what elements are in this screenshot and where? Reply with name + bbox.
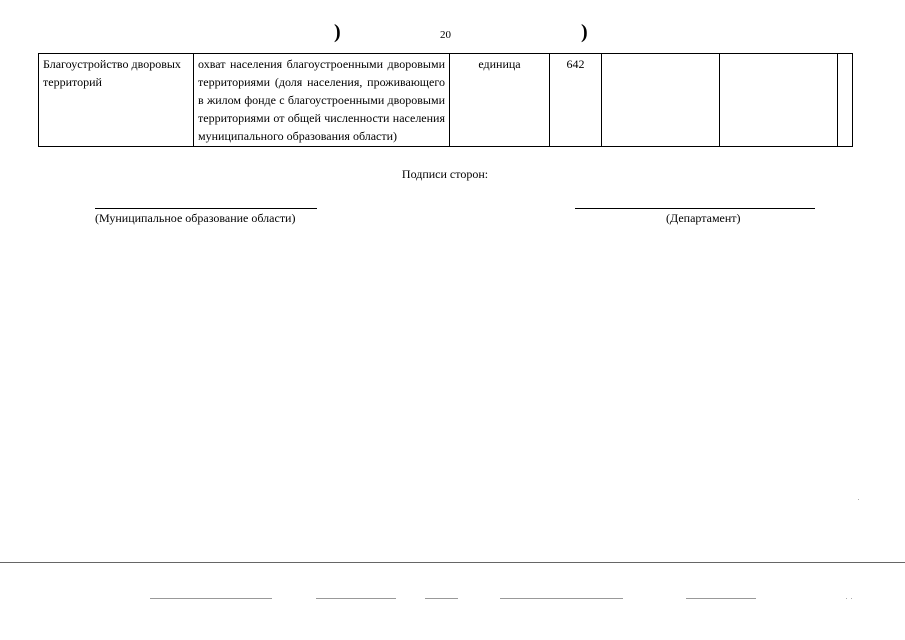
signatures-title: Подписи сторон: bbox=[401, 167, 489, 181]
code-cell: 642 bbox=[550, 54, 602, 147]
indicator-name-cell: Благоустройство дворовых территорий bbox=[39, 54, 194, 147]
scan-artifact-line bbox=[500, 598, 623, 599]
scan-mark-left: ) bbox=[334, 21, 341, 43]
scan-artifact-line bbox=[686, 598, 756, 599]
signature-line-left bbox=[95, 208, 317, 209]
unit-cell: единица bbox=[450, 54, 550, 147]
scan-artifact-dot bbox=[851, 598, 852, 599]
indicator-description-cell: охват населения благоустроенными дворовыми территориями (доля населения, проживающего в жилом фонде с благоустроенными дворовыми территориями от общей численности населения муниципального образования области) bbox=[194, 54, 450, 147]
scan-artifact-line bbox=[316, 598, 396, 599]
scan-artifact-dot bbox=[846, 598, 847, 599]
scan-artifact-line bbox=[425, 598, 458, 599]
indicator-table bbox=[38, 53, 853, 147]
scan-mark-right: ) bbox=[581, 21, 588, 43]
signature-label-municipality: (Муниципальное образование области) bbox=[95, 211, 296, 225]
value-cell-3 bbox=[838, 54, 853, 147]
scan-artifact-dot bbox=[858, 499, 859, 500]
value-cell-2 bbox=[720, 54, 838, 147]
scan-artifact-line bbox=[150, 598, 272, 599]
signature-label-department: (Департамент) bbox=[666, 211, 741, 225]
page-bottom-rule bbox=[0, 562, 905, 563]
signature-line-right bbox=[575, 208, 815, 209]
value-cell-1 bbox=[602, 54, 720, 147]
table-row bbox=[39, 54, 853, 147]
page-number: 20 bbox=[440, 29, 451, 41]
